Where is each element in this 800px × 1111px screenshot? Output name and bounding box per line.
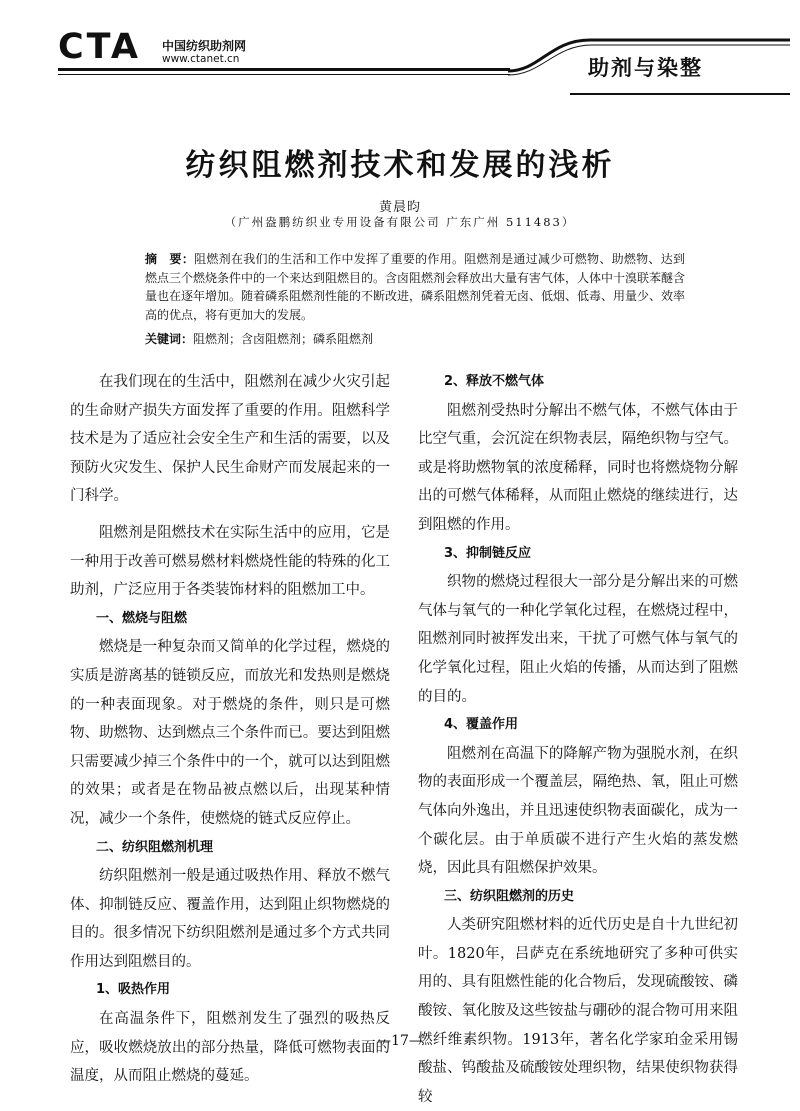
article-author: 黄晨昀 — [378, 200, 421, 215]
page-header — [0, 0, 800, 100]
article-affiliation: （广州盎鹏纺织业专用设备有限公司 广东广州 511483） — [224, 215, 576, 229]
paragraph: 纺织阻燃剂一般是通过吸热作用、释放不燃气体、抑制链反应、覆盖作用，达到阻止织物燃烧的目的。很多情况下纺织阻燃剂是通过多个方式共同作用达到阻燃目的。 — [70, 868, 390, 970]
subsection-heading: 1、吸热作用 — [96, 982, 171, 998]
abstract-text: 阻燃剂在我们的生活和工作中发挥了重要的作用。阻燃剂是通过减少可燃物、助燃物、达到燃点三个燃烧条件中的一个来达到阻燃目的。含卤阻燃剂会释放出大量有害气体，人体中十溴联苯醚含量也在逐年增加。随着磷系阻燃剂性能的不断改进，磷系阻燃剂凭着无卤、低烟、低毒、用量少、效率高的优点，将有更加大的发展。 — [145, 252, 686, 323]
header-rule-thick — [58, 68, 510, 71]
section-heading: 二、纺织阻燃剂机理 — [96, 839, 214, 855]
logo-url: www.ctanet.cn — [162, 53, 240, 65]
logo-site-name: 中国纺织助剂网 — [162, 39, 247, 53]
section-tag: 助剂与染整 — [588, 56, 703, 80]
paragraph: 织物的燃烧过程很大一部分是分解出来的可燃气体与氧气的一种化学氧化过程，在燃烧过程中，阻燃剂同时被挥发出来，干扰了可燃气体与氧气的化学氧化过程，阻止火焰的传播，从而达到了阻燃的目的。 — [418, 574, 738, 705]
paragraph: 燃烧是一种复杂而又简单的化学过程，燃烧的实质是游离基的链锁反应，而放光和发热则是燃烧的一种表面现象。对于燃烧的条件，则只是可燃物、助燃物、达到燃点三个条件而已。要达到阻燃只需要减少掉三个条件中的一个，就可以达到阻燃的效果；或者是在物品被点燃以后，出现某种情况，减少一个条件，使燃烧的链式反应停止。 — [70, 639, 390, 827]
section-heading: 一、燃烧与阻燃 — [96, 610, 188, 626]
abstract — [145, 250, 685, 325]
keywords-text: 阻燃剂；含卤阻燃剂；磷系阻燃剂 — [193, 332, 374, 346]
cta-logo: CTA — [58, 27, 141, 67]
paragraph: 在我们现在的生活中，阻燃剂在减少火灾引起的生命财产损失方面发挥了重要的作用。阻燃科学技术是为了适应社会安全生产和生活的需要，以及预防火灾发生、保护人民生命财产而发展起来的一门科学。 — [70, 374, 390, 505]
section-heading: 三、纺织阻燃剂的历史 — [444, 888, 575, 904]
paragraph: 人类研究阻燃材料的近代历史是自十九世纪初叶。1820年，吕萨克在系统地研究了多种可供实用的、具有阻燃性能的化合物后，发现硫酸铵、磷酸铵、氧化胺及这些铵盐与硼砂的混合物可用来阻燃纤维素织物。1913年，著名化学家珀金采用锡酸盐、钨酸盐及硫酸铵处理织物，结果使织物获得较 — [418, 917, 738, 1105]
keywords-label: 关键词： — [145, 332, 194, 346]
right-column — [418, 368, 738, 1111]
paragraph: 阻燃剂在高温下的降解产物为强脱水剂，在织物的表面形成一个覆盖层，隔绝热、氧，阻止可燃气体向外逸出，并且迅速使织物表面碳化，成为一个碳化层。由于单质碳不进行产生火焰的蒸发燃烧，因此具有阻燃保护效果。 — [418, 745, 738, 877]
left-column — [70, 368, 390, 1091]
keywords — [145, 330, 685, 348]
abstract-label: 摘 要： — [145, 252, 195, 266]
page-number: —17— — [377, 1033, 423, 1049]
article-title: 纺织阻燃剂技术和发展的浅析 — [185, 148, 615, 183]
subsection-heading: 3、抑制链反应 — [444, 545, 532, 561]
paragraph: 阻燃剂受热时分解出不燃气体，不燃气体由于比空气重，会沉淀在织物表层，隔绝织物与空气。或是将助燃物氧的浓度稀释，同时也将燃烧物分解出的可燃气体稀释，从而阻止燃烧的继续进行，达到阻燃的作用。 — [418, 402, 738, 533]
paragraph: 阻燃剂是阻燃技术在实际生活中的应用，它是一种用于改善可燃易燃材料燃烧性能的特殊的化工助剂，广泛应用于各类装饰材料的阻燃加工中。 — [70, 524, 390, 599]
subsection-heading: 2、释放不燃气体 — [444, 374, 545, 389]
header-rule-thin — [58, 74, 510, 75]
paragraph: 在高温条件下，阻燃剂发生了强烈的吸热反应，吸收燃烧放出的部分热量，降低可燃物表面的温度，从而阻止燃烧的蔓延。 — [70, 1011, 390, 1085]
subsection-heading: 4、覆盖作用 — [444, 717, 519, 733]
